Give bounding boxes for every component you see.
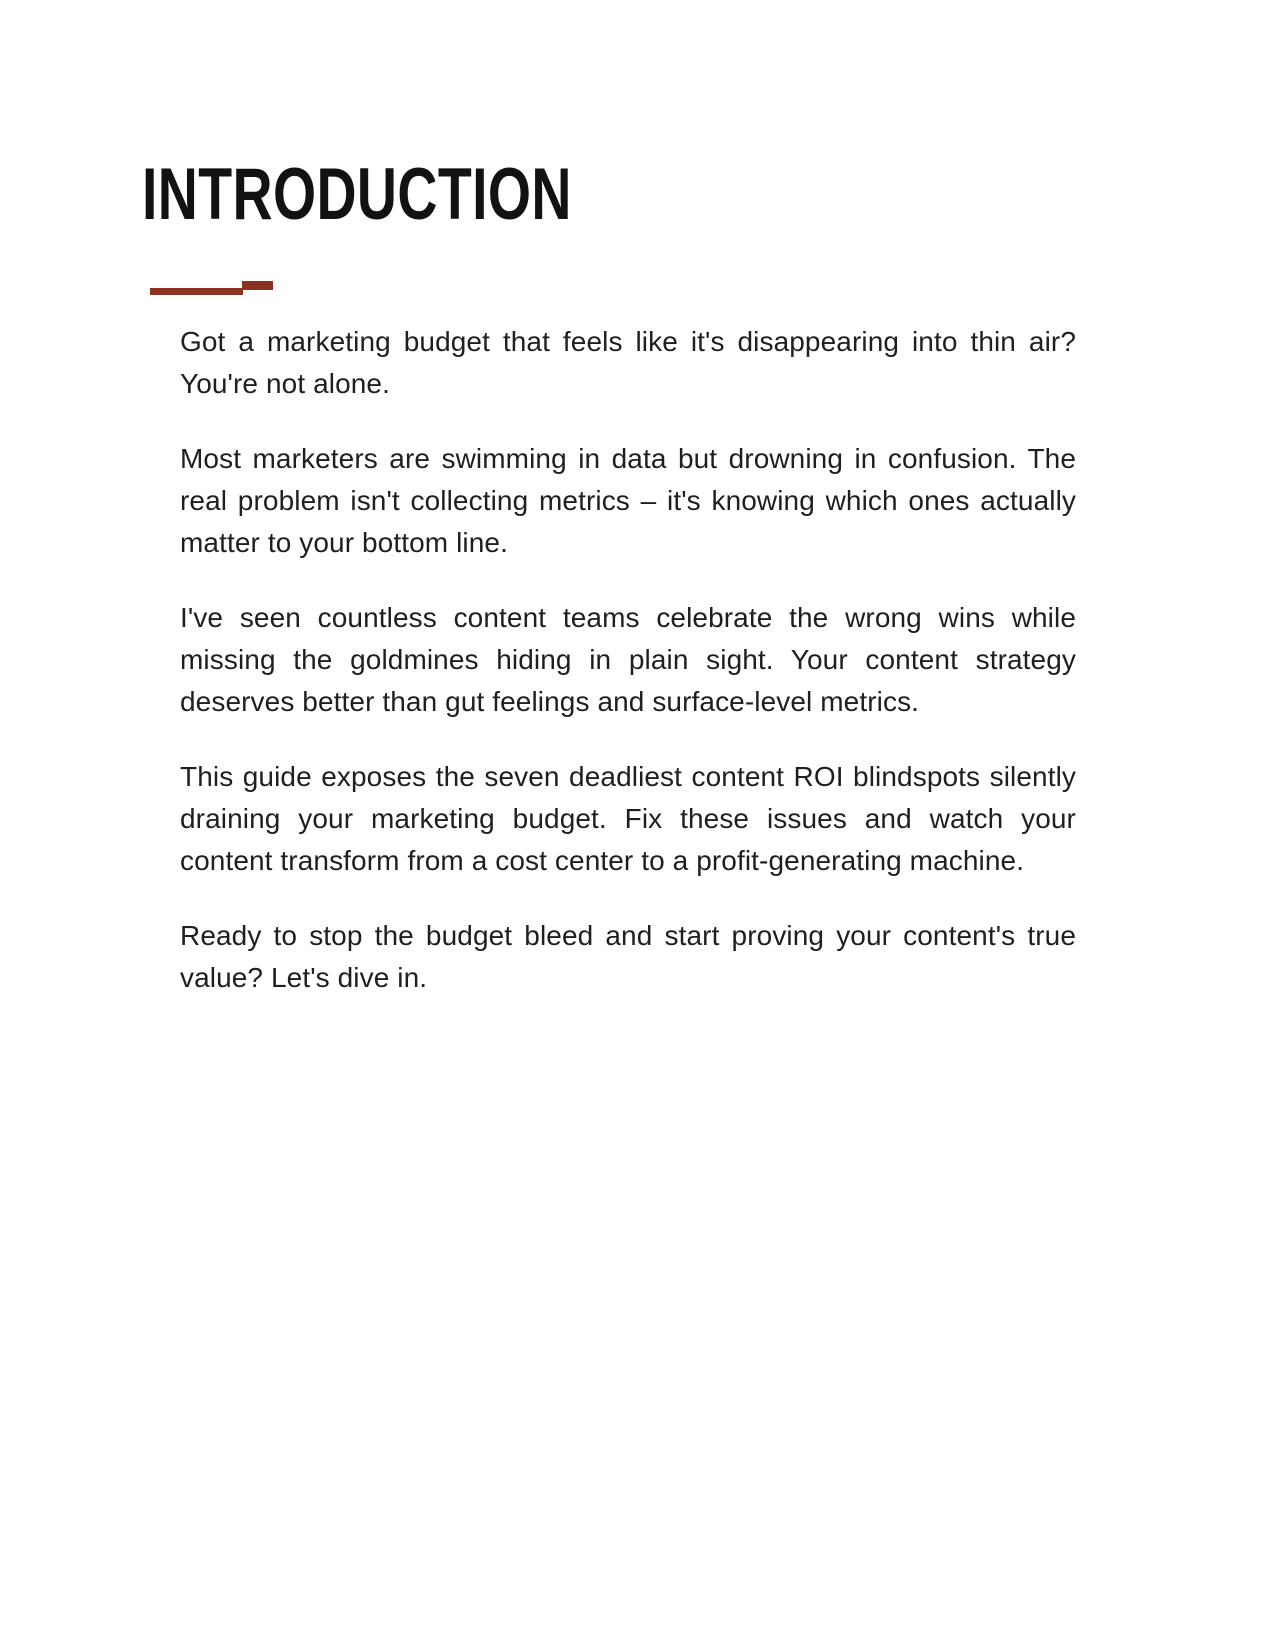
paragraph-problem: Most marketers are swimming in data but drowning in confusion. The real problem isn't collecting metrics – it's knowing which ones actually matter to your bottom line. (180, 443, 1076, 558)
paragraph-guide-promise: This guide exposes the seven deadliest content ROI blindspots silently draining your marketing budget. Fix these issues and watch your content transform from a cost center to a profit-generating machine. (180, 761, 1076, 876)
paragraph-observation: I've seen countless content teams celebrate the wrong wins while missing the goldmines hiding in plain sight. Your content strategy deserves better than gut feelings and surface-level metrics. (180, 602, 1076, 717)
heading-accent-rule (150, 279, 290, 297)
accent-rule-long-bar (150, 288, 243, 295)
paragraph-intro-hook: Got a marketing budget that feels like it's disappearing into thin air? You're not alone. (180, 326, 1076, 399)
accent-rule-short-bar (242, 281, 273, 290)
page-title: INTRODUCTION (142, 154, 572, 235)
body-text (180, 321, 1076, 999)
paragraph-call-to-action: Ready to stop the budget bleed and start proving your content's true value? Let's dive in. (180, 920, 1076, 993)
